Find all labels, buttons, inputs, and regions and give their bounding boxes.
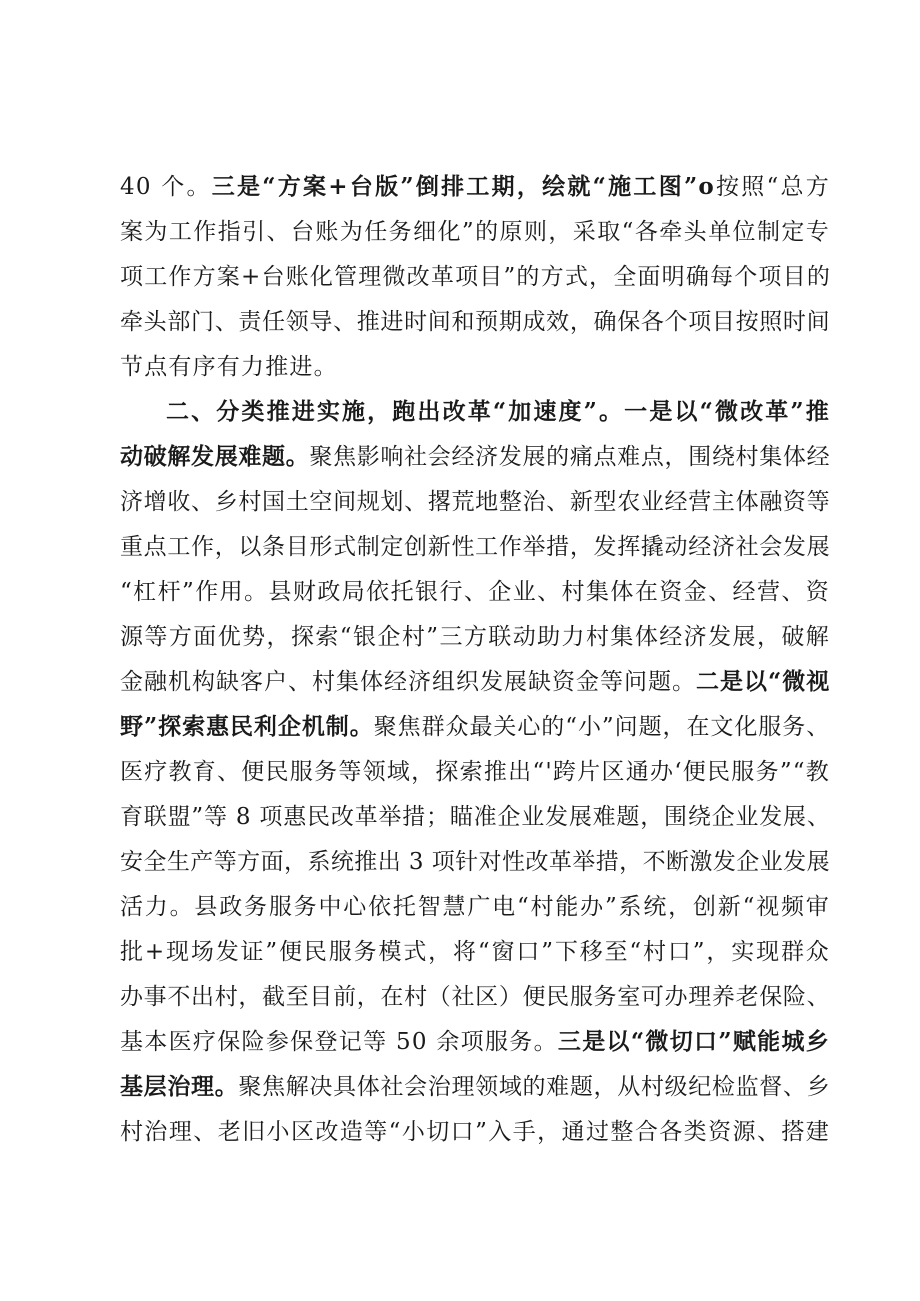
text-run: 项工作方案+台账化管理微改革项目”的方式，全面明确每个项目的	[120, 264, 832, 290]
text-line	[120, 802, 830, 832]
bold-text-run: 野”探索惠民利企机制。	[120, 713, 374, 740]
text-run: 聚焦群众最关心的“小”问题，在文化服务、	[373, 714, 830, 740]
bold-text-run: 二、分类推进实施，跑出改革“加速度”。一是以“微改革”推	[166, 398, 830, 425]
text-run: 源等方面优势，探索“银企村”三方联动助力村集体经济发展，破解	[120, 624, 830, 650]
text-run: 节点有序有力推进。	[120, 354, 338, 380]
text-run: 活力。县政务服务中心依托智慧广电“村能办”系统，创新“视频审	[120, 894, 830, 920]
text-run: 批+现场发证”便民服务模式，将“窗口”下移至“村口”，实现群众	[120, 939, 830, 965]
text-run: 重点工作，以条目形式制定创新性工作举措，发挥撬动经济社会发展	[120, 534, 830, 560]
text-run: 村治理、老旧小区改造等“小切口”入手，通过整合各类资源、搭建	[120, 1119, 830, 1145]
text-line	[120, 487, 830, 517]
text-line	[120, 217, 830, 247]
text-line	[120, 1117, 830, 1147]
text-line	[120, 307, 830, 337]
text-run: 聚焦解决具体社会治理领域的难题，从村级纪检监督、乡	[238, 1074, 831, 1100]
text-line	[120, 1027, 830, 1057]
text-line	[120, 622, 830, 652]
text-line	[120, 937, 830, 967]
bold-text-run: 三是以“微切口”赋能城乡	[557, 1028, 830, 1055]
text-line	[120, 712, 830, 742]
text-run: 育联盟”等 8 项惠民改革举措；瞄准企业发展难题，围绕企业发展、	[120, 804, 831, 830]
text-run: 牵头部门、责任领导、推进时间和预期成效，确保各个项目按照时间	[120, 309, 830, 335]
text-line	[120, 667, 830, 697]
bold-text-run: 三是“方案+台版”倒排工期，绘就“施工图”o	[211, 173, 715, 200]
bold-text-run: 动破解发展难题。	[120, 443, 310, 470]
text-line	[120, 1072, 830, 1102]
text-line	[120, 577, 830, 607]
text-run: 安全生产等方面，系统推出 3 项针对性改革举措，不断激发企业发展	[120, 849, 830, 875]
text-run: 案为工作指引、台账为任务细化”的原则，采取“各牵头单位制定专	[120, 219, 830, 245]
text-run: “杠杆”作用。县财政局依托银行、企业、村集体在资金、经营、资	[120, 579, 830, 605]
text-line	[120, 847, 830, 877]
text-run: 聚焦影响社会经济发展的痛点难点，围绕村集体经	[309, 444, 830, 470]
text-line	[120, 892, 830, 922]
bold-text-run: 基层治理。	[120, 1073, 239, 1100]
text-run: 金融机构缺客户、村集体经济组织发展缺资金等问题。	[120, 669, 696, 695]
text-line	[120, 757, 830, 787]
text-line	[120, 352, 830, 382]
text-line	[120, 172, 830, 202]
text-line	[120, 442, 830, 472]
text-run: 医疗教育、便民服务等领域，探索推出“'跨片区通办‘便民服务”“教	[120, 759, 830, 785]
text-run: 按照“总方	[714, 174, 831, 200]
text-run: 40 个。	[120, 174, 212, 200]
text-line	[120, 262, 830, 292]
text-line	[166, 397, 830, 427]
bold-text-run: 二是以“微视	[695, 668, 831, 695]
text-line	[120, 982, 830, 1012]
text-run: 办事不出村，截至目前，在村（社区）便民服务室可办理养老保险、	[120, 984, 830, 1010]
text-line	[120, 532, 830, 562]
text-run: 基本医疗保险参保登记等 50 余项服务。	[120, 1029, 558, 1055]
text-run: 济增收、乡村国土空间规划、撂荒地整治、新型农业经营主体融资等	[120, 489, 830, 515]
